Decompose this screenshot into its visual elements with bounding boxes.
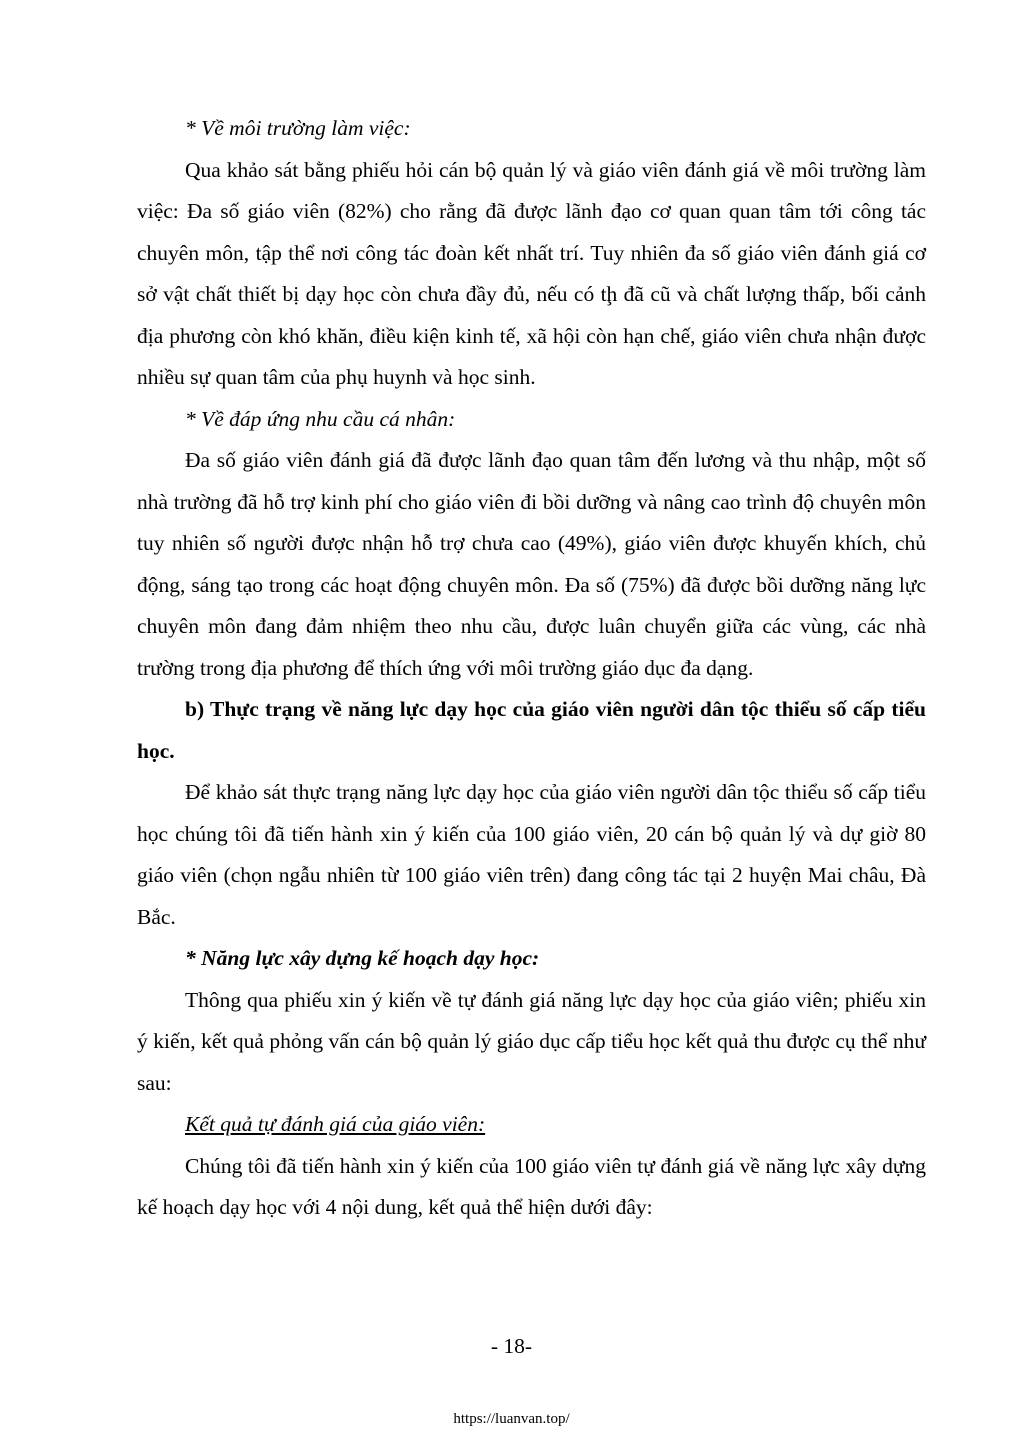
section-heading-self-assessment [137, 1104, 926, 1146]
section-heading-personal-needs: * Về đáp ứng nhu cầu cá nhân: [185, 406, 456, 431]
paragraph-work-environment: Qua khảo sát bằng phiếu hỏi cán bộ quản lý và giáo viên đánh giá về môi trường làm việc: Đa số giáo viên (82%) cho rằng đã được lãnh đạo cơ quan quan tâm tới công tác chuyên môn, tập thể nơi công tác đoàn kết nhất trí. Tuy nhiên đa số giáo viên đánh giá cơ sở vật chất thiết bị dạy học còn chưa đầy đủ, nếu có tḩ đã cũ và chất lượng thấp, bối cảnh địa phương còn khó khăn, điều kiện kinh tế, xã hội còn hạn chế, giáo viên chưa nhận được nhiều sự quan tâm của phụ huynh và học sinh. [137, 157, 926, 389]
paragraph-self-assessment: Chúng tôi đã tiến hành xin ý kiến của 100 giáo viên tự đánh giá về năng lực xây dựng kế hoạch dạy học với 4 nội dung, kết quả thể hiện dưới đây: [137, 1153, 926, 1219]
paragraph-survey-results: Thông qua phiếu xin ý kiến về tự đánh giá năng lực dạy học của giáo viên; phiếu xin ý kiến, kết quả phỏng vấn cán bộ quản lý giáo dục cấp tiểu học kết quả thu được cụ thể như sau: [137, 987, 926, 1095]
page-number: - 18- [490, 1334, 533, 1358]
footer-url: https://luanvan.top/ [453, 1411, 570, 1427]
document-page [137, 108, 926, 1229]
section-heading-teaching-capacity: b) Thực trạng về năng lực dạy học của giáo viên người dân tộc thiểu số cấp tiểu học. [137, 697, 926, 763]
section-heading-work-environment: * Về môi trường làm việc: [185, 116, 411, 140]
self-assessment-label: Kết quả tự đánh giá của giáo viên: [185, 1112, 486, 1136]
section-heading-planning-capacity: * Năng lực xây dựng kế hoạch dạy học: [185, 946, 540, 970]
paragraph-personal-needs: Đa số giáo viên đánh giá đã được lãnh đạo quan tâm đến lương và thu nhập, một số nhà trường đã hỗ trợ kinh phí cho giáo viên đi bồi dưỡng và nâng cao trình độ chuyên môn tuy nhiên số người được nhận hỗ trợ chưa cao (49%), giáo viên được khuyến khích, chủ động, sáng tạo trong các hoạt động chuyên môn. Đa số (75%) đã được bồi dưỡng năng lực chuyên môn đang đảm nhiệm theo nhu cầu, được luân chuyển giữa các vùng, các nhà trường trong địa phương để thích ứng với môi trường giáo dục đa dạng. [137, 448, 926, 680]
paragraph-survey-method: Để khảo sát thực trạng năng lực dạy học của giáo viên người dân tộc thiểu số cấp tiểu học chúng tôi đã tiến hành xin ý kiến của 100 giáo viên, 20 cán bộ quản lý và dự giờ 80 giáo viên (chọn ngẫu nhiên từ 100 giáo viên trên) đang công tác tại 2 huyện Mai châu, Đà Bắc. [137, 780, 926, 929]
